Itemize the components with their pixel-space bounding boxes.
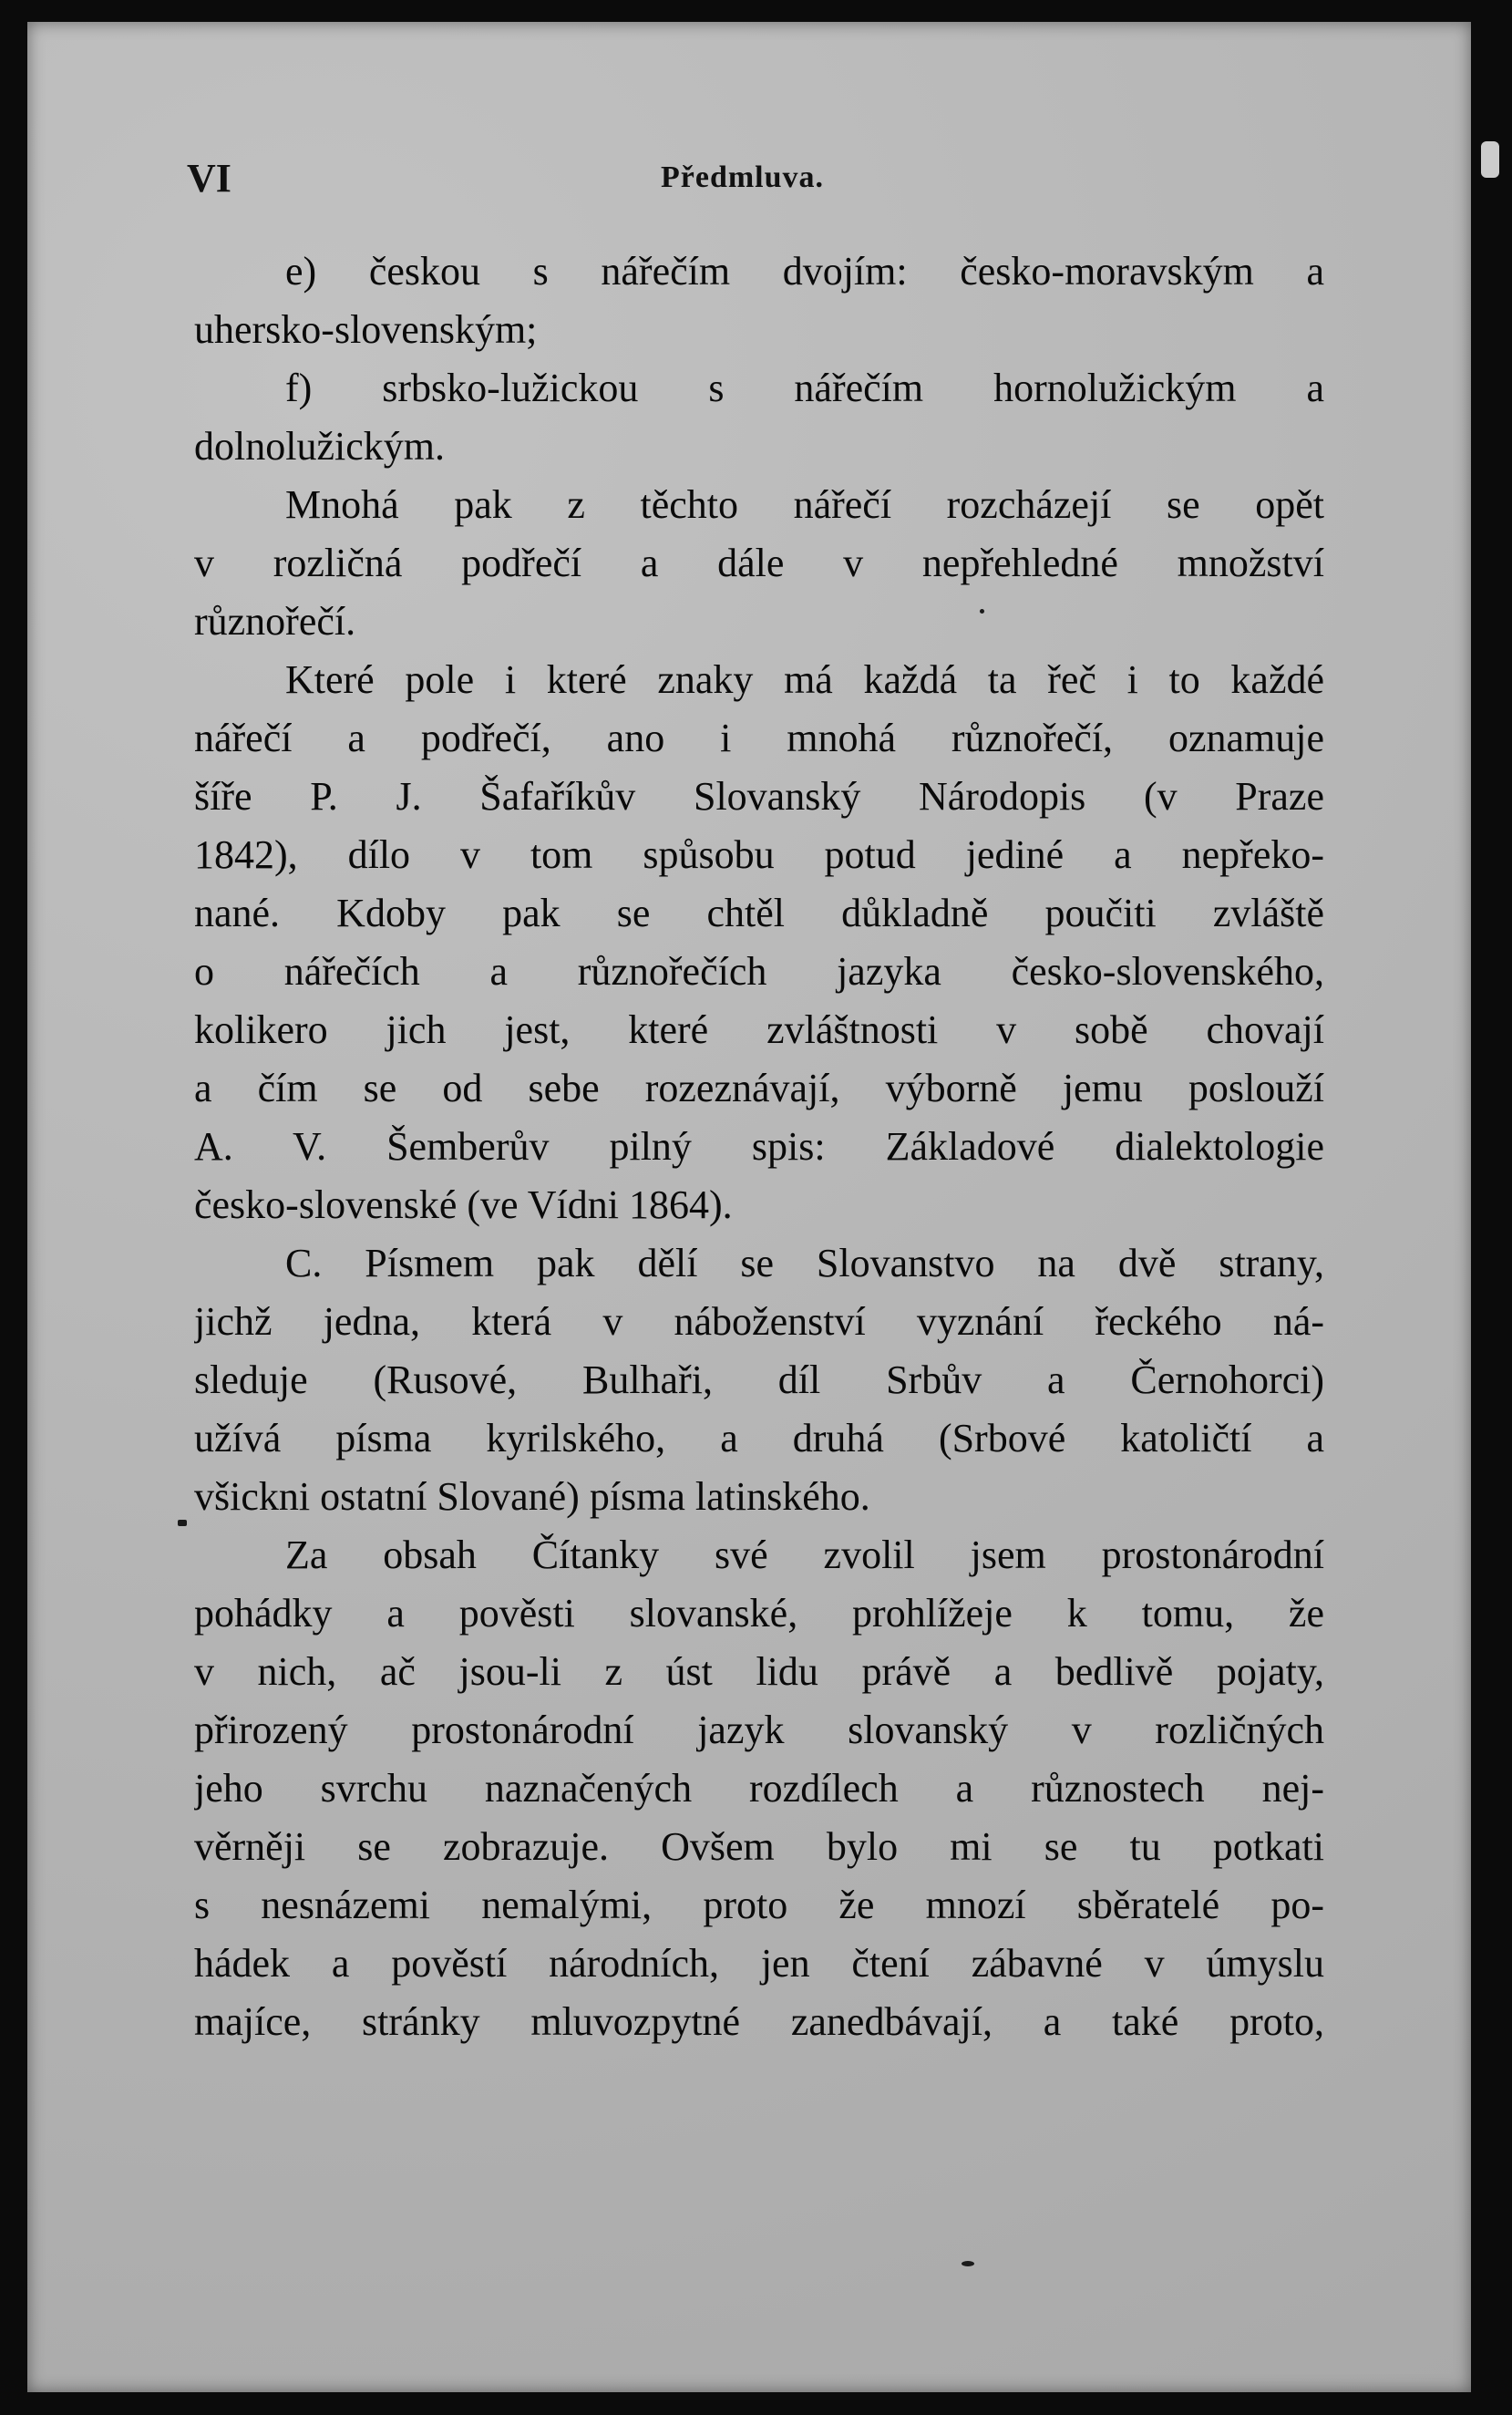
text-line: pohádky a pověsti slovanské, prohlížeje k tomu, že	[194, 1591, 1324, 1636]
text-line: v nich, ač jsou-li z úst lidu právě a bedlivě pojaty,	[194, 1649, 1324, 1694]
text-line: kolikero jich jest, které zvláštnosti v sobě chovají	[194, 1007, 1324, 1052]
text-line: šíře P. J. Šafaříkův Slovanský Národopis (v Praze	[194, 774, 1324, 819]
text-line: všickni ostatní Slované) písma latinského.	[194, 1474, 870, 1519]
scan-speck	[962, 2261, 974, 2266]
scan-speck	[1481, 141, 1499, 178]
body-text	[194, 243, 1324, 2051]
text-line: s nesnázemi nemalými, proto že mnozí sběratelé po-	[194, 1883, 1324, 1927]
text-line: sleduje (Rusové, Bulhaři, díl Srbův a Černohorci)	[194, 1357, 1324, 1402]
text-line: C. Písmem pak dělí se Slovanstvo na dvě strany,	[285, 1241, 1324, 1285]
text-line: hádek a pověstí národních, jen čtení zábavné v úmyslu	[194, 1941, 1324, 1986]
text-line: jichž jedna, která v náboženství vyznání řeckého ná-	[194, 1299, 1324, 1344]
text-line: 1842), dílo v tom spůsobu potud jediné a nepřeko-	[194, 832, 1324, 877]
text-line: česko-slovenské (ve Vídni 1864).	[194, 1182, 733, 1227]
text-line: nané. Kdoby pak se chtěl důkladně poučiti zvláště	[194, 891, 1324, 935]
text-line: v rozličná podřečí a dále v nepřehledné množství	[194, 541, 1324, 585]
running-title: Předmluva.	[661, 160, 825, 194]
page-number: VI	[187, 156, 231, 201]
scan-speck	[178, 1520, 187, 1526]
text-line: věrněji se zobrazuje. Ovšem bylo mi se tu potkati	[194, 1824, 1324, 1869]
text-line: jeho svrchu naznačených rozdílech a různostech nej-	[194, 1766, 1324, 1811]
text-line: dolnolužickým.	[194, 424, 445, 469]
text-line: uhersko-slovenským;	[194, 307, 538, 352]
text-line: f) srbsko-lužickou s nářečím hornolužickým a	[285, 366, 1324, 410]
page-header	[187, 155, 1308, 219]
text-line: o nářečích a různořečích jazyka česko-slovenského,	[194, 949, 1324, 994]
text-line: přirozený prostonárodní jazyk slovanský v rozličných	[194, 1708, 1324, 1752]
text-line: užívá písma kyrilského, a druhá (Srbové katoličtí a	[194, 1416, 1324, 1460]
text-line: e) českou s nářečím dvojím: česko-moravským a	[285, 249, 1324, 294]
text-line: A. V. Šemberův pilný spis: Základové dialektologie	[194, 1124, 1324, 1169]
text-line: Které pole i které znaky má každá ta řeč i to každé	[285, 657, 1324, 702]
text-line: a čím se od sebe rozeznávají, výborně jemu poslouží	[194, 1066, 1324, 1110]
text-line: různořečí.	[194, 599, 356, 644]
text-line: majíce, stránky mluvozpytné zanedbávají, a také proto,	[194, 1999, 1324, 2044]
scan-speck	[980, 609, 984, 614]
text-line: nářečí a podřečí, ano i mnohá různořečí, oznamuje	[194, 716, 1324, 760]
text-line: Mnohá pak z těchto nářečí rozcházejí se opět	[285, 482, 1324, 527]
text-line: Za obsah Čítanky své zvolil jsem prostonárodní	[285, 1533, 1324, 1577]
